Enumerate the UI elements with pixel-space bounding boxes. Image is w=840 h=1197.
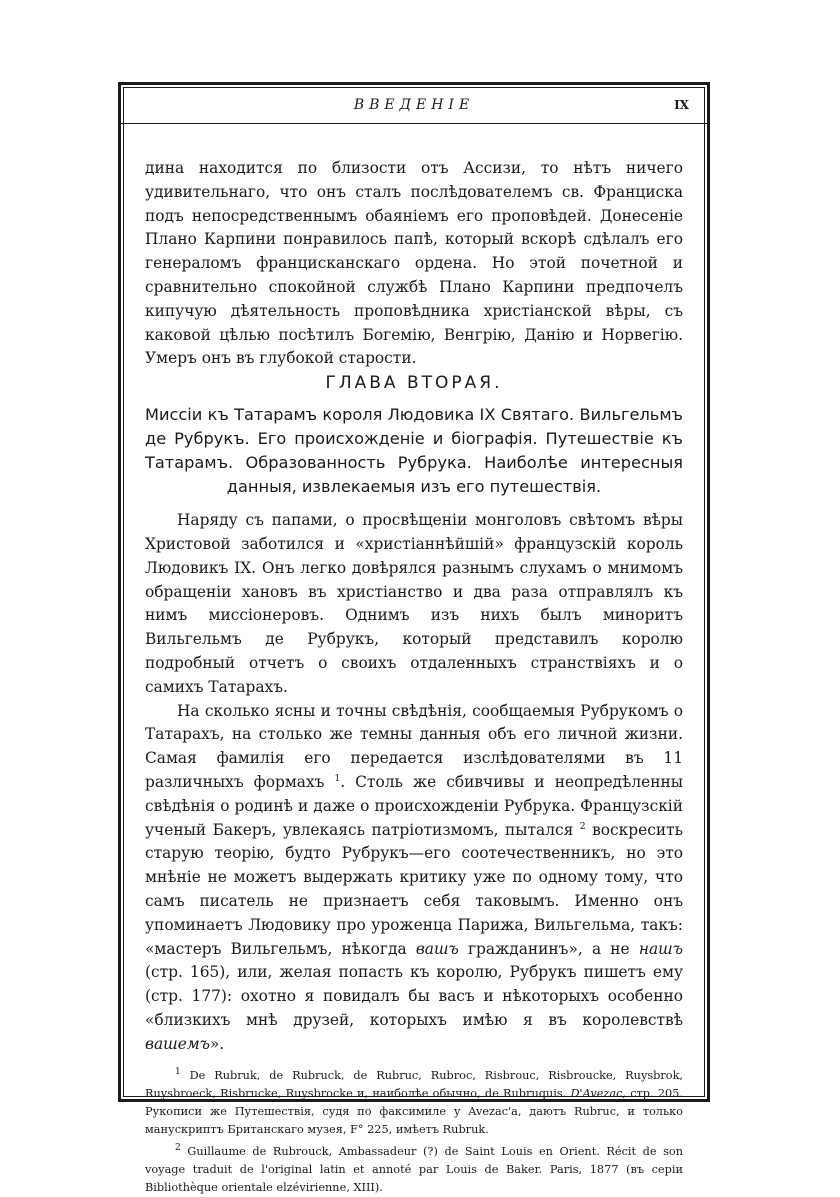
footnote-2 — [145, 1143, 683, 1197]
footnote-text: Guillaume de Rubrouck, Ambassadeur (?) de Saint Louis en Orient. Récit de son voyage traduit de l'original latin et annoté par Louis de Baker. Paris, 1877 (въ серіи Bibliothèque orientale elzévirienne, XIII). — [145, 1144, 683, 1194]
paragraph-text: На сколько ясны и точны свѣдѣнія, сообщаемыя Рубрукомъ о Татарахъ, на столько же темны данныя объ его личной жизни. Самая фамилія его передается изслѣдователями въ 11 различныхъ формахъ — [145, 701, 683, 791]
page-border-frame — [118, 82, 710, 1194]
paragraph-text: (стр. 165), или, желая попасть къ королю, Рубрукъ пишетъ ему (стр. 177): охотно я повидалъ бы васъ и нѣкоторыхъ особенно «близкихъ мнѣ друзей, которыхъ имѣю я въ королевствѣ — [145, 963, 683, 1029]
footnotes — [145, 1067, 683, 1197]
footnote-ref-2: 2 — [579, 821, 586, 832]
emphasis-text: вашемъ — [145, 1034, 210, 1053]
paragraph-text: . Столь же сбивчивы и неопредѣленны свѣдѣнія о родинѣ и даже о происхожденіи Рубрука. Французскій ученый Бакеръ, увлекаясь патріотизмомъ, пытался — [145, 772, 683, 839]
paragraph-text: гражданинъ», а не — [458, 939, 639, 958]
footnote-ref-1: 1 — [334, 773, 341, 784]
chapter-summary: Миссіи къ Татарамъ короля Людовика IX Святаго. Вильгельмъ де Рубрукъ. Его происхожденіе и біографія. Путешествіе къ Татарамъ. Образованность Рубрука. Наиболѣе интересныя данныя, извлекаемыя изъ его путешествія. — [145, 405, 683, 497]
emphasis-text: нашъ — [638, 939, 683, 958]
page-content — [145, 157, 683, 1197]
paragraph-text: ». — [209, 1034, 225, 1053]
footnote-1 — [145, 1067, 683, 1139]
body-paragraph-2 — [145, 700, 683, 1057]
footnote-emphasis: D'Avezac — [570, 1086, 623, 1100]
chapter-title: ГЛАВА ВТОРАЯ. — [325, 373, 503, 394]
emphasis-text: вашъ — [415, 939, 459, 958]
intro-paragraph: дина находится по близости отъ Ассизи, то нѣтъ ничего удивительнаго, что онъ сталъ послѣдователемъ св. Франциска подъ непосредственнымъ обаяніемъ его проповѣдей. Донесеніе Плано Карпини понравилось папѣ, который вскорѣ сдѣлалъ его генераломъ францисканскаго ордена. Но этой почетной и сравнительно спокойной службѣ Плано Карпини предпочелъ кипучую дѣятельность проповѣдника христіанской вѣры, съ каковой цѣлью посѣтилъ Богемію, Венгрію, Данію и Норвегію. Умеръ онъ въ глубокой старости. — [145, 159, 683, 368]
footnote-mark-1: 1 — [175, 1066, 181, 1077]
page-number: IX — [674, 98, 689, 112]
running-header-title: ВВЕДЕНІЕ — [353, 97, 475, 113]
footnote-mark-2: 2 — [175, 1142, 181, 1153]
running-header — [121, 97, 707, 123]
paragraph-text: воскресить старую теорію, будто Рубрукъ—его соотечественникъ, но это мнѣніе не можетъ выдержать критику уже по одному тому, что самъ писатель не признаетъ себя таковымъ. Именно онъ упоминаетъ Людовику про уроженца Парижа, Вильгельма, такъ: «мастеръ Вильгельмъ, нѣкогда — [145, 820, 683, 958]
footnote-text: , стр. 205. Рукописи же Путешествія, судя по факсимиле у Avezac'a, даютъ Rubruc, и только манускриптъ Британскаго музея, F° 225, имѣетъ Rubruk. — [145, 1086, 683, 1136]
footnote-text: De Rubruk, de Rubruck, de Rubruc, Rubroc, Risbrouc, Risbroucke, Ruysbrok, Ruysbroeck, Risbrucke, Ruysbrocke и, наиболѣе обычно, de Rubruquis. — [145, 1068, 683, 1100]
header-rule — [121, 123, 707, 124]
body-paragraph-1: Наряду съ папами, о просвѣщеніи монголовъ свѣтомъ вѣры Христовой заботился и «христіаннѣйшій» французскій король Людовикъ IX. Онъ легко довѣрялся разнымъ слухамъ о мнимомъ обращеніи хановъ въ христіанство и два раза отправлялъ къ нимъ миссіонеровъ. Однимъ изъ нихъ былъ миноритъ Вильгельмъ де Рубрукъ, который представилъ королю подробный отчетъ о своихъ отдаленныхъ странствіяхъ и о самихъ Татарахъ. — [145, 511, 683, 696]
